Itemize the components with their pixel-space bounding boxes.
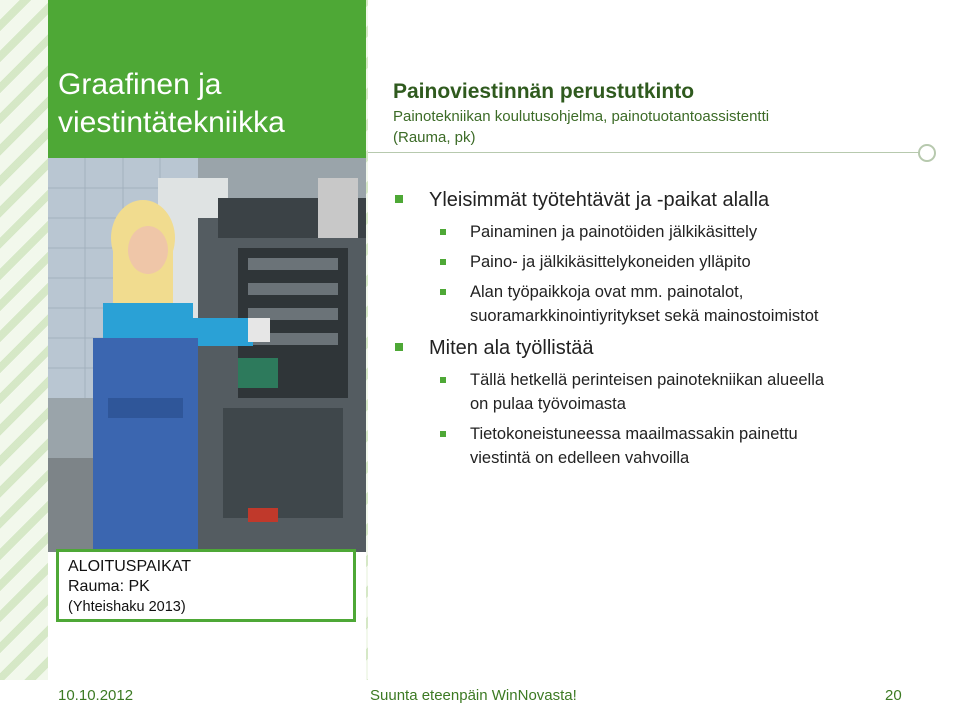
divider-circle-ornament: [918, 144, 936, 162]
bullet-item: [393, 250, 933, 274]
bullet-square-icon: [395, 195, 403, 203]
caption-line3: (Yhteishaku 2013): [68, 599, 186, 615]
bullet-heading-text: Yleisimmät työtehtävät ja -paikat alalla: [429, 189, 770, 211]
bullet-item-text: on pulaa työvoimasta: [470, 395, 626, 413]
intake-caption-box: [56, 549, 356, 622]
bullet-item-text: Tällä hetkellä perinteisen painotekniikan alueella: [470, 371, 825, 389]
bullet-square-icon: [440, 431, 446, 437]
bullet-list: [393, 186, 933, 470]
bullet-item-text: Alan työpaikkoja ovat mm. painotalot,: [470, 283, 744, 301]
bullet-item: [393, 280, 933, 328]
bullet-heading: [393, 186, 933, 214]
bullet-square-icon: [395, 343, 403, 351]
subtitle-line1: Painotekniikan koulutusohjelma, painotuotantoassistentti: [393, 108, 770, 125]
bullet-heading: [393, 334, 933, 362]
footer: [0, 680, 960, 707]
section-title-line1: Graafinen ja: [58, 68, 222, 101]
bullet-square-icon: [440, 289, 446, 295]
bullet-item-text: suoramarkkinointiyritykset sekä mainostoimistot: [470, 307, 819, 325]
footer-date: 10.10.2012: [58, 687, 134, 704]
bullet-item: [393, 368, 933, 416]
bullet-square-icon: [440, 229, 446, 235]
bullet-item-text: Paino- ja jälkikäsittelykoneiden ylläpito: [470, 253, 751, 271]
caption-line2: Rauma: PK: [68, 578, 150, 595]
slide-title: Painoviestinnän perustutkinto: [393, 80, 695, 103]
bullet-square-icon: [440, 259, 446, 265]
bullet-item-text: Painaminen ja painotöiden jälkikäsittely: [470, 223, 758, 241]
bullet-heading-text: Miten ala työllistää: [429, 337, 594, 359]
bullet-square-icon: [440, 377, 446, 383]
caption-line1: ALOITUSPAIKAT: [68, 558, 191, 575]
section-title-line2: viestintätekniikka: [58, 106, 285, 139]
bullet-item-text: viestintä on edelleen vahvoilla: [470, 449, 690, 467]
header-divider: [368, 152, 920, 153]
bullet-item-text: Tietokoneistuneessa maailmassakin painettu: [470, 425, 798, 443]
bullet-item: [393, 422, 933, 470]
section-title: [58, 66, 358, 142]
slide-subtitle: [393, 106, 863, 148]
footer-slogan: Suunta eteenpäin WinNovasta!: [370, 687, 577, 704]
subtitle-line2: (Rauma, pk): [393, 129, 476, 146]
page-number: 20: [885, 687, 902, 704]
bullet-item: [393, 220, 933, 244]
photo-printing-press: [48, 158, 366, 552]
photo-illustration: [48, 158, 366, 552]
